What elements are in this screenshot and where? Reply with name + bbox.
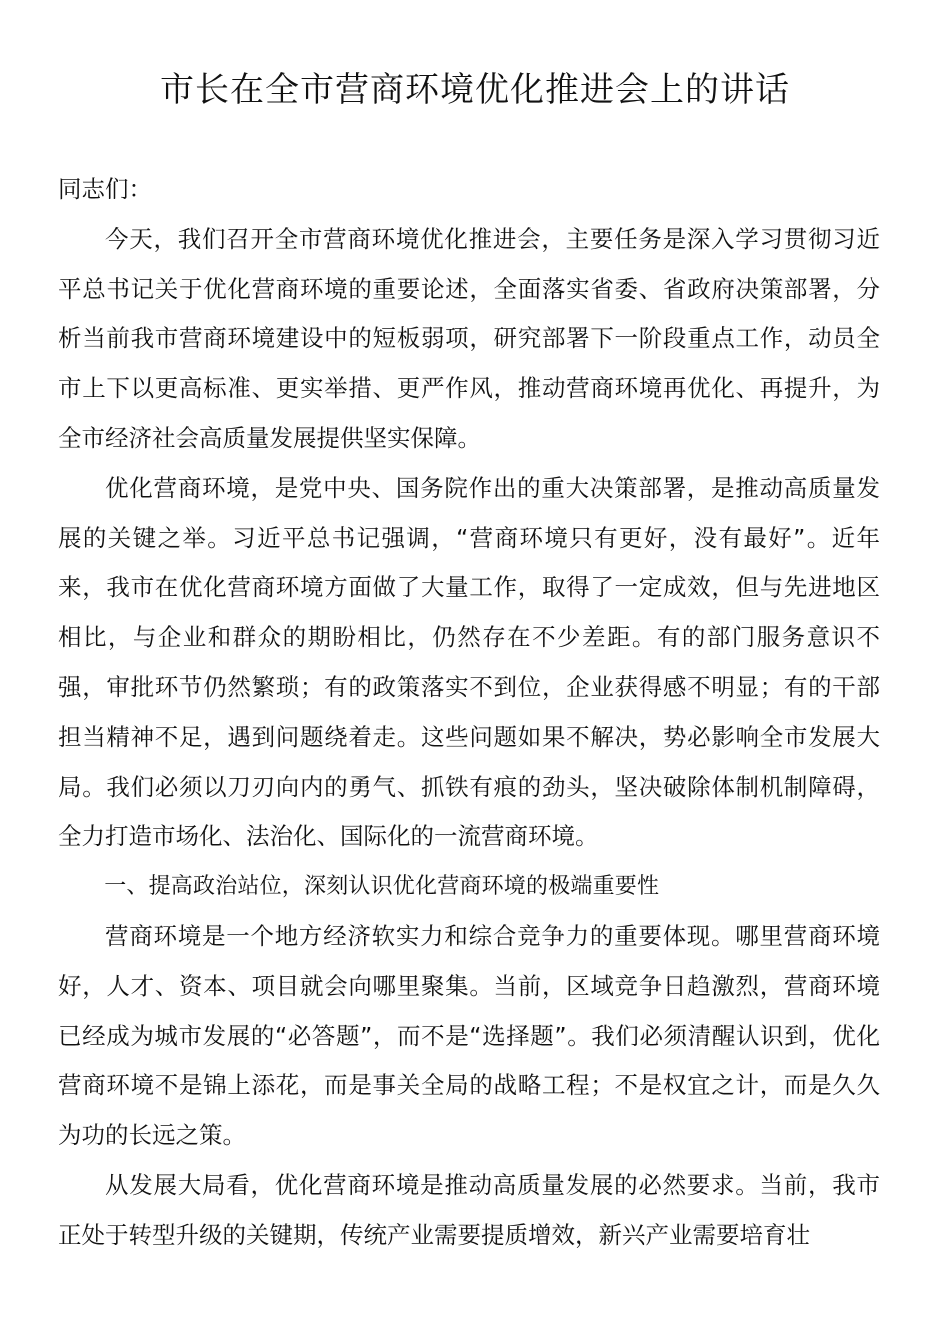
section-heading: 一、提高政治站位，深刻认识优化营商环境的极端重要性 [104, 874, 660, 900]
document-body [58, 165, 880, 1261]
paragraph-background: 优化营商环境，是党中央、国务院作出的重大决策部署，是推动高质量发展的关键之举。习近平总书记强调，“营商环境只有更好，没有最好”。近年来，我市在优化营商环境方面做了大量工作，取得了一定成效，但与先进地区相比，与企业和群众的期盼相比，仍然存在不少差距。有的部门服务意识不强，审批环节仍然繁琐；有的政策落实不到位，企业获得感不明显；有的干部担当精神不足，遇到问题绕着走。这些问题如果不解决，势必影响全市发展大局。我们必须以刀刃向内的勇气、抓铁有痕的劲头，坚决破除体制机制障碍，全力打造市场化、法治化、国际化的一流营商环境。 [58, 473, 880, 851]
salutation: 同志们： [58, 175, 152, 203]
paragraph-section-1: 营商环境是一个地方经济软实力和综合竞争力的重要体现。哪里营商环境好，人才、资本、项目就会向哪里聚集。当前，区域竞争日趋激烈，营商环境已经成为城市发展的“必答题”，而不是“选择题”。我们必须清醒认识到，优化营商环境不是锦上添花，而是事关全局的战略工程；不是权宜之计，而是久久为功的长远之策。 [58, 921, 880, 1150]
paragraph-section-2: 从发展大局看，优化营商环境是推动高质量发展的必然要求。当前，我市正处于转型升级的关键期，传统产业需要提质增效，新兴产业需要培育壮 [58, 1170, 880, 1249]
paragraph-intro: 今天，我们召开全市营商环境优化推进会，主要任务是深入学习贯彻习近平总书记关于优化营商环境的重要论述，全面落实省委、省政府决策部署，分析当前我市营商环境建设中的短板弱项，研究部署下一阶段重点工作，动员全市上下以更高标准、更实举措、更严作风，推动营商环境再优化、再提升，为全市经济社会高质量发展提供坚实保障。 [58, 224, 880, 452]
document-title: 市长在全市营商环境优化推进会上的讲话 [160, 70, 790, 110]
